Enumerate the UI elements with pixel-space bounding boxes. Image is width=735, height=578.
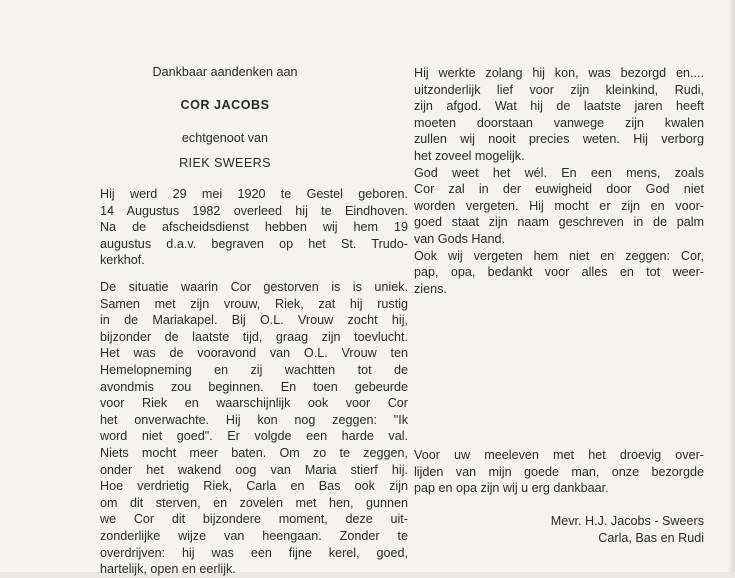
spouse-name: RIEK SWEERS [179,156,271,170]
signature-line-2: Carla, Bas en Rudi [598,531,704,545]
text-line: Hij werkte zolang hij kon, was bezorgd en.... [414,66,704,80]
birth-death-paragraph [100,186,408,269]
text-line: Hemelopneming en zij wachtten tot de [100,362,408,377]
text-line: pap, opa, bedankt voor alles en tot weer- [414,265,704,280]
thanks-paragraph [414,447,704,497]
text-line: goed staat zijn naam geschreven in de palm [414,215,704,230]
text-line: worden vergeten. Hij mocht er zijn en voor- [414,198,704,213]
intro-text: Dankbaar aandenken aan [152,65,298,79]
deceased-name: COR JACOBS [180,98,270,112]
text-line: in de Mariakapel. Bij O.L. Vrouw zocht hij, [100,313,408,328]
text-line: kerkhof. [100,253,145,268]
text-line: het zoveel mogelijk. [414,148,525,163]
text-line: moeten doorstaan vanwege zijn kwalen [414,115,704,130]
text-line: Na de afscheidsdienst hebben wij hem 19 [100,220,408,235]
text-line: De situatie waarin Cor gestorven is is uniek. [100,280,408,294]
text-line: zijn afgod. Wat hij de laatste jaren heeft [414,99,704,114]
text-line: Hoe verdrietig Riek, Carla en Bas ook zijn [100,479,408,494]
text-line: van Gods Hand. [414,231,506,246]
work-paragraph [414,65,704,297]
text-line: het onverwachte. Hij kon nog zeggen: "Ik [100,412,408,427]
text-line: pap en opa zijn wij u erg dankbaar. [414,481,609,496]
text-line: God weet het wél. En een mens, zoals [414,165,704,180]
text-line: Het was de vooravond van O.L. Vrouw ten [100,346,408,361]
text-line: uitzonderlijk lief voor zijn kleinkind, Rudi, [414,82,704,97]
text-line: onder het wakend oog van Maria stierf hij. [100,462,408,477]
text-line: Niets mocht meer baten. Om zo te zeggen, [100,445,408,460]
text-line: zonderlijke wijze van heengaan. Zonder te [100,528,408,543]
text-line: overdrijven: hij was een fijne kerel, goed, [100,545,408,560]
text-line: zullen wij nooit precies weten. Hij verborg [414,132,704,147]
spouse-of-text: echtgenoot van [181,131,269,145]
text-line: we Cor dit bijzondere moment, deze uit- [100,512,408,527]
text-line: lijden van mijn goede man, onze bezorgde [414,464,704,479]
text-line: bijzonder de laatste tijd, graag zijn toevlucht. [100,329,408,344]
text-line: Voor uw meeleven met het droevig over- [414,448,704,462]
text-line: om dit sterven, en zovelen met hen, gunnen [100,495,408,510]
text-line: word niet goed". Er volgde een harde val. [100,429,408,444]
text-line: Ook wij vergeten hem niet en zeggen: Cor, [414,248,704,263]
text-line: Hij werd 29 mei 1920 te Gestel geboren. [100,187,408,201]
text-line: Samen met zijn vrouw, Riek, zat hij rustig [100,296,408,311]
text-line: avondmis zou beginnen. En toen gebeurde [100,379,408,394]
text-line: 14 Augustus 1982 overleed hij te Eindhoven. [100,203,408,218]
text-line: augustus d.a.v. begraven op het St. Trudo- [100,236,408,251]
text-line: Cor zal in der euwigheid door God niet [414,182,704,197]
signature-line-1: Mevr. H.J. Jacobs - Sweers [550,514,704,528]
situation-paragraph [100,279,408,578]
text-line: hartelijk, open en eerlijk. [100,562,236,577]
text-line: ziens. [414,281,447,296]
text-line: voor Riek en waarschijnlijk ook voor Cor [100,396,408,411]
